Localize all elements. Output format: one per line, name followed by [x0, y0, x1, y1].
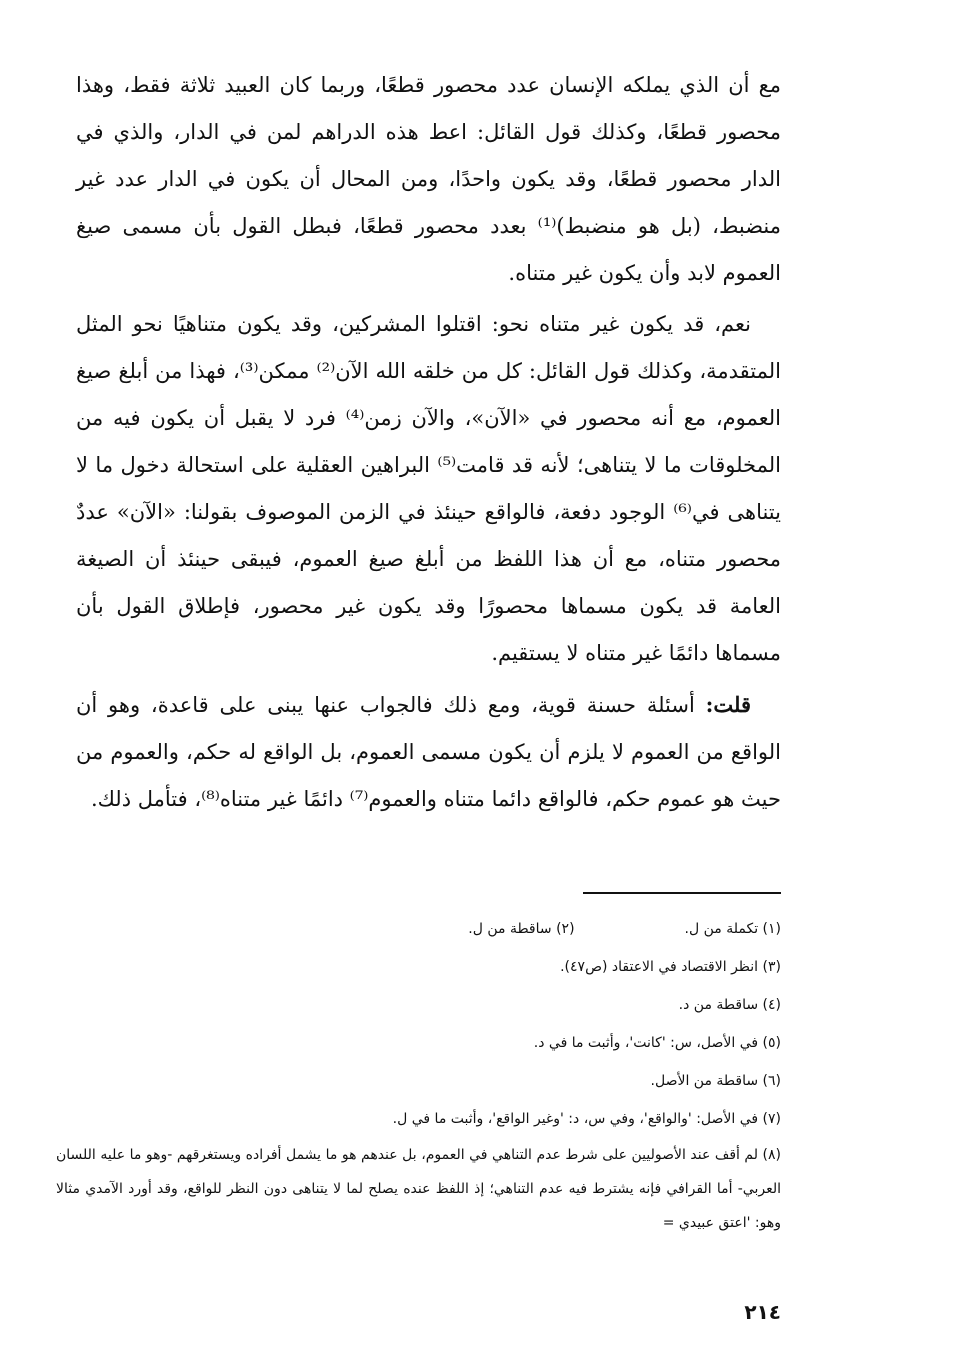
footnote-4: (٤) ساقطة من د. [678, 997, 781, 1013]
footnote-separator [583, 892, 781, 894]
paragraph-2: نعم، قد يكون غير متناه نحو: اقتلوا المشركين، وقد يكون متناهيًا نحو المثل المتقدمة، وكذلك قول القائل: كل من خلقه الله الآن⁽²⁾ ممكن⁽³⁾، فهذا من أبلغ صيغ العموم، مع أنه محصور في «الآن»، والآن زمن⁽⁴⁾ فرد لا يقبل أن يكون فيه من المخلوقات ما لا يتناهى؛ لأنه قد قامت⁽⁵⁾ البراهين العقلية على استحالة دخول ما لا يتناهى في⁽⁶⁾ الوجود دفعة، فالواقع حينئذ في الزمن الموصوف بقولنا: «الآن» عددٌ محصور متناه، مع أن هذا اللفظ من أبلغ صيغ العموم، فيبقى حينئذ أن الصيغة العامة قد يكون مسماها محصورًا وقد يكون غير محصور، فإطلاق القول بأن مسماها دائمًا غير متناه لا يستقيم. [76, 312, 782, 665]
paragraph-1: مع أن الذي يملكه الإنسان عدد محصور قطعًا، وربما كان العبيد ثلاثة فقط، وهذا محصور قطعًا، وكذلك قول القائل: اعط هذه الدراهم لمن في الدار، والذي في الدار محصور قطعًا، وقد يكون واحدًا، ومن المحال أن يكون في الدار عدد غير منضبط، (بل هو منضبط)⁽¹⁾ بعدد محصور قطعًا، فبطل القول بأن مسمى صيغ العموم لابد وأن يكون غير متناه. [76, 73, 782, 285]
main-text [76, 62, 781, 823]
footnote-7: (٧) في الأصل: 'والواقع'، وفي س، د: 'وغير الواقع'، وأثبت ما في ل. [392, 1111, 781, 1127]
paragraph-3-text: أسئلة حسنة قوية، ومع ذلك فالجواب عنها يبنى على قاعدة، وهو أن الواقع من العموم لا يلزم أن يكون مسمى العموم، بل الواقع له حكم، والعموم من حيث هو عموم حكم، فالواقع دائما متناه والعموم⁽⁷⁾ دائمًا غير متناه⁽⁸⁾، فتأمل ذلك. [76, 693, 781, 811]
paragraph-3 [76, 681, 781, 823]
footnote-6: (٦) ساقطة من الأصل. [650, 1073, 781, 1089]
footnote-1: (١) تكملة من ل. [684, 921, 781, 937]
footnote-5: (٥) في الأصل، س: 'كانت'، وأثبت ما في د. [533, 1035, 781, 1051]
footnote-8: (٨) لم أقف عند الأصوليين على شرط عدم التناهي في العموم، بل عندهم هو ما يشمل أفراده ويستغرقهم -وهو ما عليه اللسان العربي- أما القرافي فإنه يشترط فيه عدم التناهي؛ إذ اللفظ عنده يصلح لما لا يتناهى دون النظر للواقع، وقد أورد الآمدي مثالا وهو: 'اعتق عبيدي = [56, 1147, 781, 1231]
page-number: ٢١٤ [744, 1300, 781, 1324]
footnote-3: (٣) انظر الاقتصاد في الاعتقاد (ص٤٧). [560, 959, 781, 975]
paragraph-3-lead: قلت: [705, 692, 751, 717]
footnote-row-1-2 [56, 910, 781, 948]
footnotes [56, 910, 781, 1240]
footnote-2: (٢) ساقطة من ل. [468, 921, 575, 937]
